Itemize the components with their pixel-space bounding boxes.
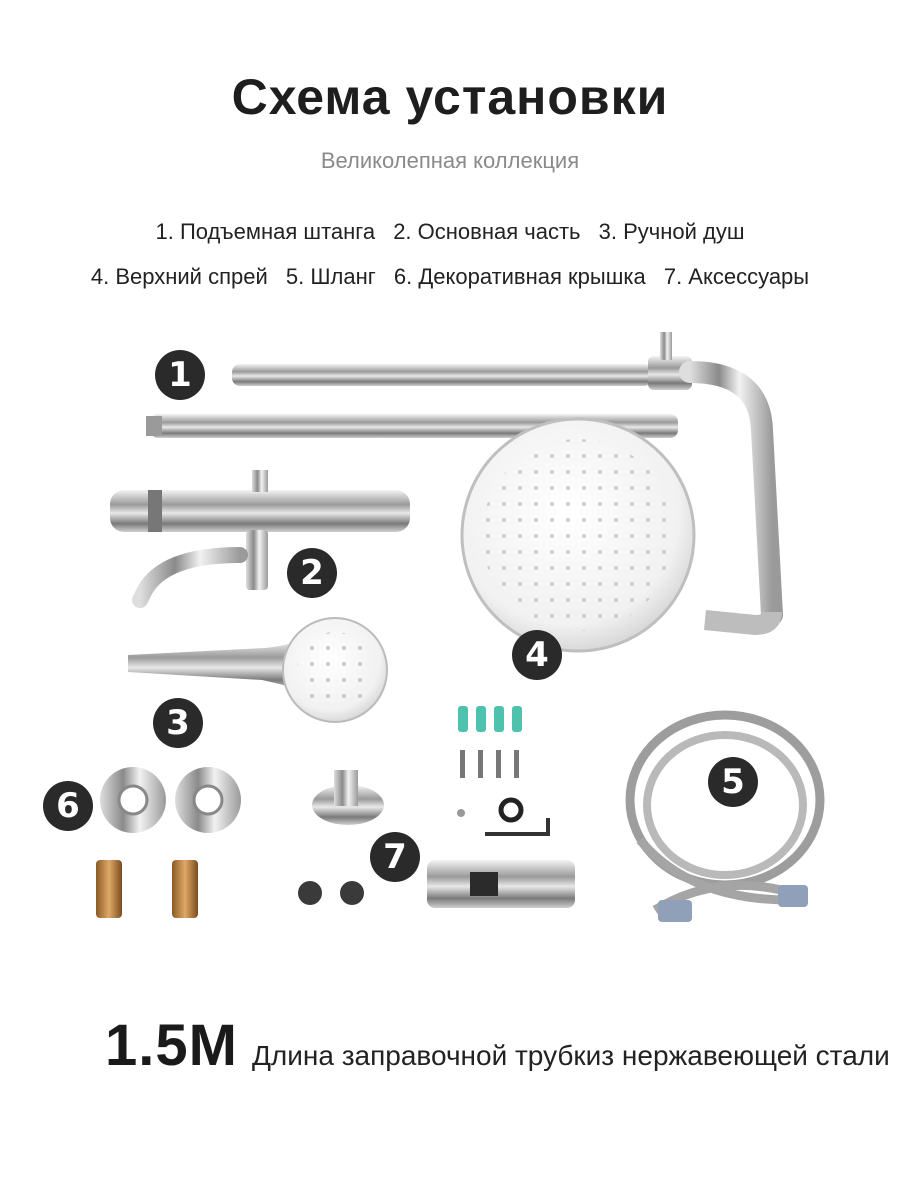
part-label-main-body: 2. Основная часть xyxy=(393,219,581,244)
part-label-accessories: 7. Аксессуары xyxy=(663,264,810,289)
badge-2: 2 xyxy=(287,548,337,598)
hose-length-value: 1.5M xyxy=(105,1013,238,1078)
hose-length-caption xyxy=(105,1012,890,1082)
top-spray-disc xyxy=(462,419,694,651)
badge-5: 5 xyxy=(708,757,758,807)
part-label-top-spray: 4. Верхний спрей xyxy=(90,264,268,289)
part-label-lifting-rod: 1. Подъемная штанга xyxy=(155,219,376,244)
small-parts xyxy=(457,800,548,834)
filter-washers xyxy=(298,881,364,905)
badge-6: 6 xyxy=(43,781,93,831)
page-title: Схема установки xyxy=(231,69,669,125)
screws xyxy=(460,750,519,778)
mixer-main-body xyxy=(110,470,410,600)
badge-1: 1 xyxy=(155,350,205,400)
decorative-covers xyxy=(100,767,241,833)
hose-length-description: Длина заправочной трубкиз нержавеющей стали xyxy=(251,1040,890,1071)
part-label-decorative-cover: 6. Декоративная крышка xyxy=(393,264,646,289)
badge-7: 7 xyxy=(370,832,420,882)
badge-3: 3 xyxy=(153,698,203,748)
wall-flange xyxy=(312,770,384,825)
part-label-hose: 5. Шланг xyxy=(285,264,376,289)
slide-bracket xyxy=(427,860,575,908)
page-subtitle: Великолепная коллекция xyxy=(320,148,580,173)
brass-connectors xyxy=(96,860,198,918)
shower-hose xyxy=(630,715,820,922)
badge-4: 4 xyxy=(512,630,562,680)
part-label-hand-shower: 3. Ручной душ xyxy=(598,219,745,244)
wall-anchors xyxy=(458,706,522,732)
